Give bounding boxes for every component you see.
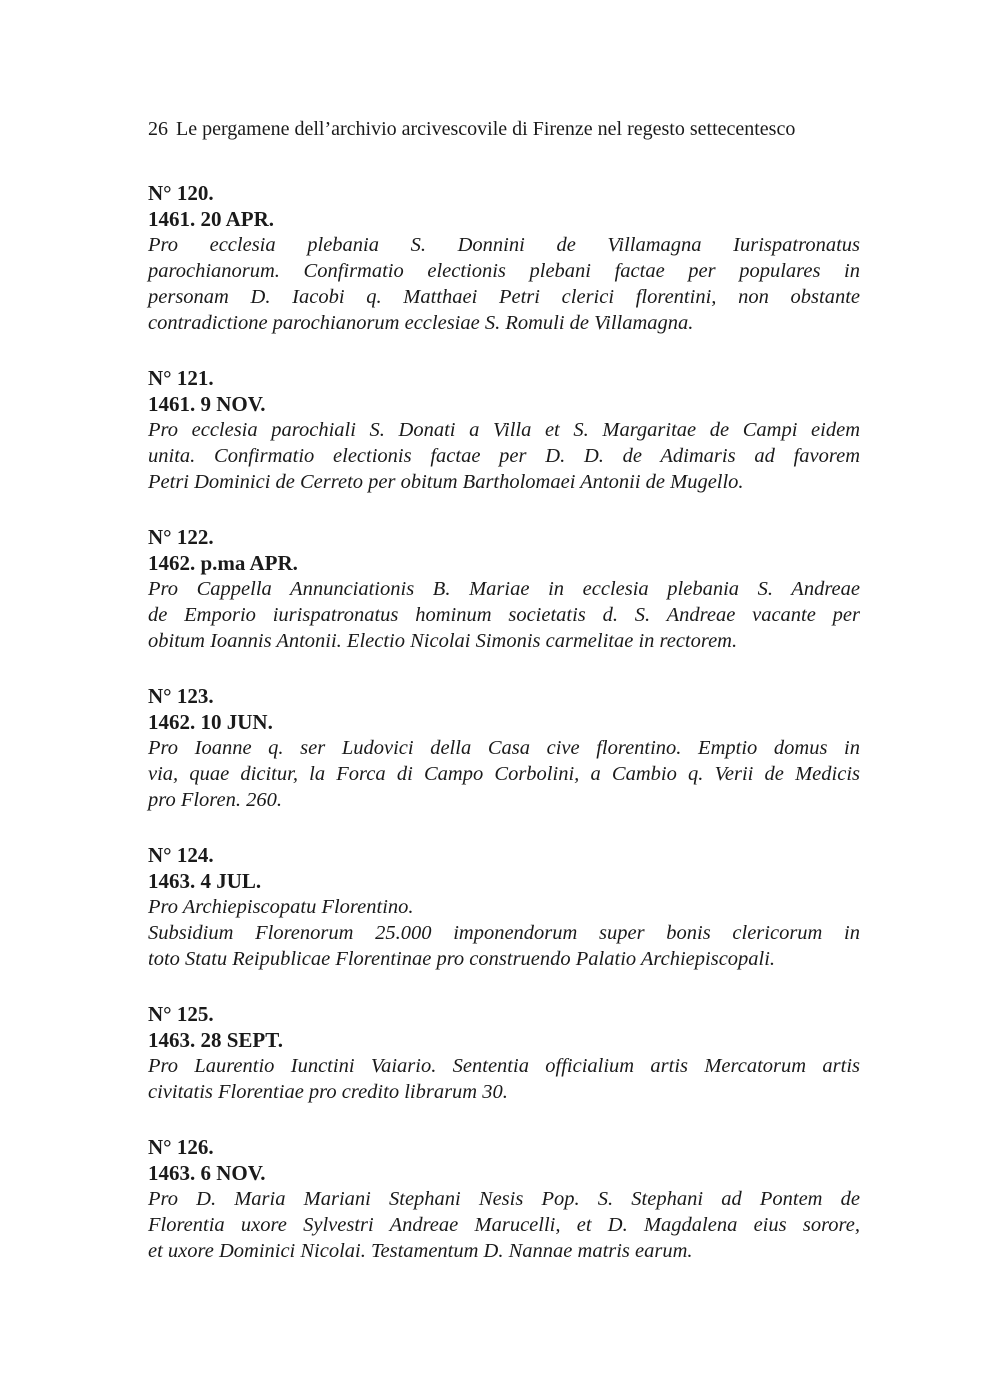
entry-number: N° 123. — [148, 684, 214, 708]
entry-summary-line: Pro ecclesia plebania S. Donnini de Villamagna Iurispatronatus — [148, 234, 860, 256]
entry-date: 1463. 28 SEPT. — [148, 1028, 283, 1052]
entry-summary — [148, 894, 860, 972]
entry-summary-line: parochianorum. Confirmatio electionis plebani factae per populares in — [148, 260, 860, 282]
entry-summary-line: obitum Ioannis Antonii. Electio Nicolai Simonis carmelitae in rectorem. — [148, 630, 738, 652]
entry-summary — [148, 735, 860, 813]
entry-number: N° 120. — [148, 181, 214, 205]
regesto-entry — [148, 180, 860, 336]
page-number: 26 — [148, 118, 168, 140]
entry-summary-line: Pro Cappella Annunciationis B. Mariae in ecclesia plebania S. Andreae — [148, 578, 860, 600]
entry-summary-line: pro Floren. 260. — [148, 789, 283, 811]
entry-summary-line: Pro D. Maria Mariani Stephani Nesis Pop. S. Stephani ad Pontem de — [148, 1188, 860, 1210]
entry-summary-line: unita. Confirmatio electionis factae per D. D. de Adimaris ad favorem — [148, 445, 860, 467]
regesto-entry — [148, 842, 860, 972]
regesto-entry — [148, 365, 860, 495]
entry-summary — [148, 232, 860, 336]
entry-summary-line: de Emporio iurispatronatus hominum societatis d. S. Andreae vacante per — [148, 604, 860, 626]
regesto-entry — [148, 683, 860, 813]
entry-summary-line: Pro Archiepiscopatu Florentino. — [148, 896, 414, 918]
entry-date: 1462. p.ma APR. — [148, 551, 298, 575]
entry-date: 1461. 9 NOV. — [148, 392, 266, 416]
running-title: Le pergamene dell’archivio arcivescovile di Firenze nel regesto settecentesco — [176, 118, 796, 140]
entry-date: 1463. 4 JUL. — [148, 869, 262, 893]
entry-date: 1463. 6 NOV. — [148, 1161, 266, 1185]
regesto-entry — [148, 1134, 860, 1264]
running-header — [148, 116, 868, 142]
entry-number: N° 121. — [148, 366, 214, 390]
entry-summary — [148, 576, 860, 654]
entry-summary-line: Pro Ioanne q. ser Ludovici della Casa cive florentino. Emptio domus in — [148, 737, 860, 759]
entry-summary-line: Florentia uxore Sylvestri Andreae Marucelli, et D. Magdalena eius sorore, — [148, 1214, 860, 1236]
entry-summary-line: via, quae dicitur, la Forca di Campo Corbolini, a Cambio q. Verii de Medicis — [148, 763, 860, 785]
entry-summary-line: Petri Dominici de Cerreto per obitum Bartholomaei Antonii de Mugello. — [148, 471, 744, 493]
entry-number: N° 126. — [148, 1135, 214, 1159]
entry-summary-line: civitatis Florentiae pro credito librarum 30. — [148, 1081, 508, 1103]
entry-summary-line: toto Statu Reipublicae Florentinae pro construendo Palatio Archiepiscopali. — [148, 948, 776, 970]
entry-summary — [148, 1186, 860, 1264]
entry-summary — [148, 417, 860, 495]
entry-summary — [148, 1053, 860, 1105]
entry-summary-line: Pro Laurentio Iunctini Vaiario. Sententia officialium artis Mercatorum artis — [148, 1055, 860, 1077]
entry-date: 1461. 20 APR. — [148, 207, 274, 231]
entry-number: N° 124. — [148, 843, 214, 867]
entry-summary-line: Subsidium Florenorum 25.000 imponendorum super bonis clericorum in — [148, 922, 860, 944]
entry-summary-line: et uxore Dominici Nicolai. Testamentum D. Nannae matris earum. — [148, 1240, 693, 1262]
entry-summary-line: personam D. Iacobi q. Matthaei Petri clerici florentini, non obstante — [148, 286, 860, 308]
regesto-entries — [148, 180, 860, 1293]
entry-summary-line: contradictione parochianorum ecclesiae S. Romuli de Villamagna. — [148, 312, 694, 334]
entry-date: 1462. 10 JUN. — [148, 710, 273, 734]
entry-summary-line: Pro ecclesia parochiali S. Donati a Villa et S. Margaritae de Campi eidem — [148, 419, 860, 441]
entry-number: N° 125. — [148, 1002, 214, 1026]
entry-number: N° 122. — [148, 525, 214, 549]
regesto-entry — [148, 1001, 860, 1105]
regesto-entry — [148, 524, 860, 654]
